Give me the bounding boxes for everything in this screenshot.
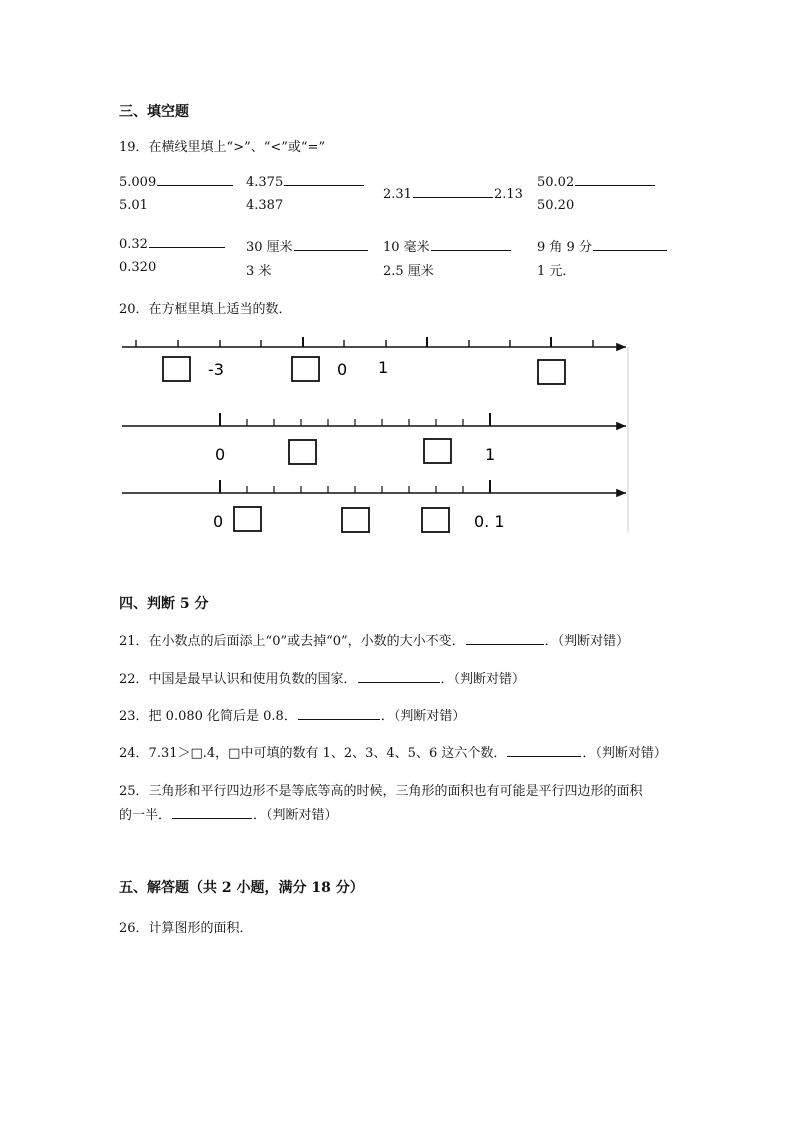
question-21: 21．在小数点的后面添上“0”或去掉“0”，小数的大小不变． ．（判断对错） [119, 634, 630, 649]
q19-r2-item3-left: 10 毫米 [383, 236, 512, 255]
q19-r1-item2-right: 4.387 [246, 198, 284, 213]
question-22: 22．中国是最早认识和使用负数的国家． ．（判断对错） [119, 672, 526, 687]
line1-label-0: 0 [337, 360, 348, 379]
line3-label-0-1: 0. 1 [474, 512, 505, 531]
answer-blank[interactable] [358, 671, 440, 683]
answer-box[interactable] [163, 357, 190, 381]
q19-r2-item1-right: 0.320 [119, 260, 157, 275]
answer-blank[interactable] [172, 807, 252, 819]
q19-r1-item3: 2.31 2.13 [383, 187, 523, 202]
q19-r1-item1-left: 5.009 [119, 174, 234, 190]
q19-r1-item4-left: 50.02 [537, 174, 656, 190]
number-line-2-ticks [220, 413, 490, 426]
q19-r2-item4-right: 1 元． [537, 264, 576, 279]
section-3-title: 三、填空题 [119, 104, 189, 120]
number-lines-figure [0, 0, 794, 560]
q19-r2-item2-left: 30 厘米 [246, 236, 369, 255]
answer-box[interactable] [292, 357, 319, 381]
answer-box[interactable] [289, 440, 316, 464]
section-5-title: 五、解答题（共 2 小题，满分 18 分） [119, 880, 364, 896]
q19-r2-item1-left: 0.32 [119, 236, 226, 252]
answer-blank[interactable] [298, 708, 380, 720]
q19-r2-item4-left: 9 角 9 分 [537, 236, 668, 255]
line2-label-0: 0 [215, 445, 226, 464]
q19-r2-item2-right: 3 米 [246, 264, 272, 279]
number-line-1-ticks [136, 337, 593, 347]
question-24: 24．7.31＞□.4，□中可填的数有 1、2、3、4、5、6 这六个数． ．（判断对错） [119, 746, 667, 761]
question-25-line1: 25．三角形和平行四边形不是等底等高的时候，三角形的面积也有可能是平行四边形的面积 [119, 784, 643, 799]
answer-box[interactable] [422, 508, 449, 532]
question-25-line2: 的一半． ．（判断对错） [119, 808, 338, 823]
number-line-3-ticks [220, 480, 490, 493]
q19-r1-item2-left: 4.375 [246, 174, 365, 190]
answer-box[interactable] [234, 507, 261, 531]
question-20-stem: 20．在方框里填上适当的数． [119, 302, 292, 317]
line1-label-1: 1 [378, 358, 389, 377]
q19-r2-item3-right: 2.5 厘米 [383, 264, 434, 279]
q19-r1-item1-right: 5.01 [119, 198, 148, 213]
question-23: 23．把 0.080 化简后是 0.8． ．（判断对错） [119, 709, 466, 724]
answer-blank[interactable] [507, 745, 581, 757]
line3-label-0: 0 [213, 512, 224, 531]
section-4-title: 四、判断 5 分 [119, 596, 209, 612]
question-26: 26．计算图形的面积． [119, 921, 253, 936]
answer-box[interactable] [342, 508, 369, 532]
q19-r1-item4-right: 50.20 [537, 198, 575, 213]
question-19-stem: 19．在横线里填上“>”、“<”或“=” [119, 140, 326, 155]
line2-label-1: 1 [485, 445, 496, 464]
line1-label-neg3: -3 [208, 360, 224, 379]
answer-box[interactable] [424, 439, 451, 463]
answer-blank[interactable] [466, 633, 544, 645]
answer-box[interactable] [538, 360, 565, 384]
